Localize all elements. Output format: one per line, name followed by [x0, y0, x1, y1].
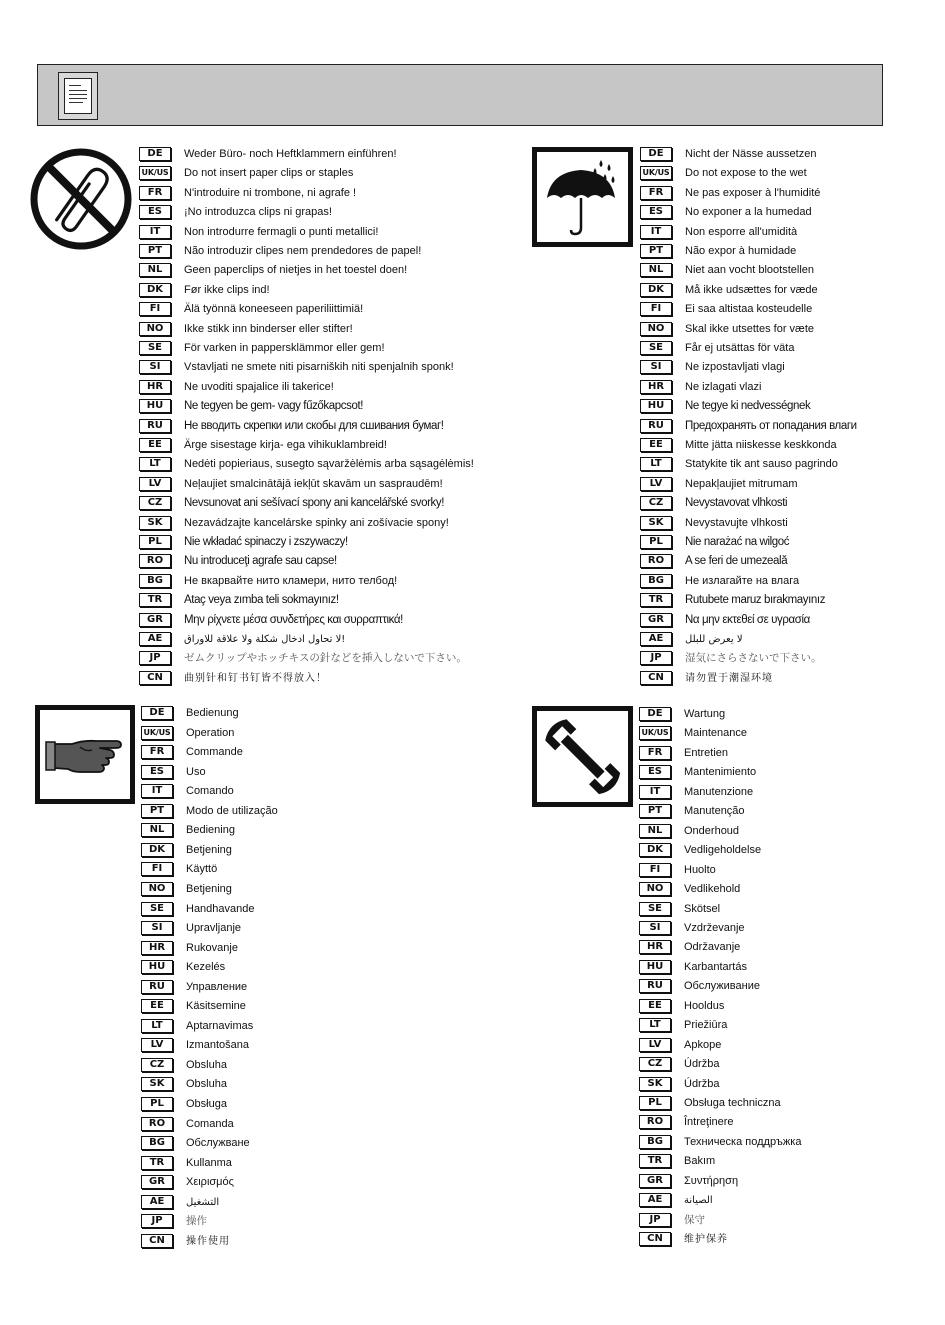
- translated-text: Huolto: [684, 864, 716, 876]
- language-code-badge: DK: [139, 283, 171, 297]
- language-code-badge: DK: [639, 843, 671, 857]
- language-code-badge: EE: [141, 999, 173, 1013]
- translated-text: Før ikke clips ind!: [184, 284, 270, 296]
- translated-text: 请勿置于潮湿环境: [685, 673, 773, 684]
- language-code-badge: EE: [639, 999, 671, 1013]
- translated-text: Обслужване: [186, 1137, 250, 1149]
- translated-text: Управление: [186, 981, 248, 993]
- language-code-badge: PL: [139, 535, 171, 549]
- translated-text: Commande: [186, 746, 243, 758]
- language-code-badge: HU: [141, 960, 173, 974]
- language-code-badge: RO: [639, 1115, 671, 1129]
- language-code-badge: DE: [139, 147, 171, 161]
- translated-text: Comando: [186, 785, 234, 797]
- translated-text: Nezavádzajte kancelárske spinky ani zošívacie spony!: [184, 517, 449, 529]
- translated-text: Mitte jätta niiskesse keskkonda: [685, 439, 837, 451]
- language-code-badge: ES: [141, 765, 173, 779]
- language-code-badge: HR: [139, 380, 171, 394]
- translated-text: Non esporre all'umidità: [685, 226, 798, 238]
- language-code-badge: NL: [639, 824, 671, 838]
- language-code-badge: PT: [640, 244, 672, 258]
- translated-text: Käsitsemine: [186, 1000, 246, 1012]
- language-code-badge: HU: [139, 399, 171, 413]
- translated-text: التشغيل: [186, 1197, 220, 1208]
- language-code-badge: FR: [141, 745, 173, 759]
- language-code-badge: NL: [141, 823, 173, 837]
- language-code-badge: LT: [141, 1019, 173, 1033]
- translated-text: Χειρισμός: [186, 1176, 234, 1188]
- translated-text: الصيانة: [684, 1195, 713, 1206]
- language-code-badge: DE: [141, 706, 173, 720]
- translated-text: Rukovanje: [186, 942, 238, 954]
- language-code-badge: NO: [639, 882, 671, 896]
- translated-text: Vedligeholdelse: [684, 844, 762, 856]
- translated-text: Не вкарвайте нито кламери, нито телбод!: [184, 575, 398, 587]
- language-code-badge: IT: [139, 225, 171, 239]
- language-code-badge: CZ: [639, 1057, 671, 1071]
- translated-text: Manutenzione: [684, 786, 754, 798]
- language-code-badge: DE: [639, 707, 671, 721]
- translated-text: Ataç veya zımba teli sokmayınız!: [184, 594, 339, 606]
- language-code-badge: FI: [139, 302, 171, 316]
- language-code-badge: ES: [139, 205, 171, 219]
- translated-text: Nie narażać na wilgoć: [685, 536, 790, 548]
- hand-icon: [35, 705, 135, 804]
- translated-text: لا تحاول ادخال شكلة ولا علاقة للاوراق!: [184, 634, 346, 645]
- language-code-badge: FR: [640, 186, 672, 200]
- language-code-badge: UK/US: [139, 166, 171, 180]
- translated-text: Comanda: [186, 1118, 234, 1130]
- translated-text: Vzdrževanje: [684, 922, 745, 934]
- language-code-badge: IT: [640, 225, 672, 239]
- translated-text: Nevystavovat vlhkosti: [685, 497, 788, 509]
- language-code-badge: LT: [639, 1018, 671, 1032]
- translated-text: Kullanma: [186, 1157, 232, 1169]
- language-code-badge: LV: [640, 477, 672, 491]
- section-header-bar: [37, 64, 883, 126]
- language-code-badge: CN: [141, 1234, 173, 1248]
- language-code-badge: CN: [640, 671, 672, 685]
- language-code-badge: HR: [639, 940, 671, 954]
- translated-text: Να μην εκτεθεί σε υγρασία: [685, 614, 810, 626]
- language-code-badge: DE: [640, 147, 672, 161]
- language-code-badge: NO: [139, 322, 171, 336]
- translated-text: Obsluha: [186, 1059, 227, 1071]
- language-code-badge: RO: [141, 1117, 173, 1131]
- language-code-badge: SI: [640, 360, 672, 374]
- language-code-badge: SE: [141, 902, 173, 916]
- translated-text: Nevsunovat ani sešívací spony ani kancelářské svorky!: [184, 497, 445, 509]
- translated-text: Nedėti popieriaus, susegto sąvaržėlėmis arba sąsagėlėmis!: [184, 458, 474, 470]
- translated-text: Manutenção: [684, 805, 745, 817]
- translated-text: Údržba: [684, 1078, 720, 1090]
- translated-text: Uso: [186, 766, 206, 778]
- translated-text: Aptarnavimas: [186, 1020, 254, 1032]
- language-code-badge: FI: [141, 862, 173, 876]
- translated-text: Nie wkładać spinaczy i zszywaczy!: [184, 536, 348, 548]
- translated-text: Mantenimiento: [684, 766, 757, 778]
- translated-text: N'introduire ni trombone, ni agrafe !: [184, 187, 357, 199]
- language-code-badge: UK/US: [640, 166, 672, 180]
- translated-text: A se feri de umezeală: [685, 555, 788, 567]
- language-code-badge: GR: [139, 613, 171, 627]
- translated-text: Bediening: [186, 824, 235, 836]
- language-code-badge: SK: [139, 516, 171, 530]
- translated-text: 湿気にさらさないで下さい。: [685, 652, 822, 664]
- language-code-badge: RO: [139, 554, 171, 568]
- translated-text: Συντήρηση: [684, 1175, 739, 1187]
- translated-text: Obsługa: [186, 1098, 227, 1110]
- translated-text: ゼムクリップやホッチキスの針などを挿入しないで下さい。: [184, 652, 467, 664]
- language-code-badge: AE: [139, 632, 171, 646]
- translated-text: Предохранять от попадания влаги: [685, 420, 857, 432]
- language-code-badge: BG: [139, 574, 171, 588]
- language-code-badge: TR: [640, 593, 672, 607]
- language-code-badge: JP: [639, 1213, 671, 1227]
- language-code-badge: EE: [139, 438, 171, 452]
- language-code-badge: CN: [639, 1232, 671, 1246]
- translated-text: Do not expose to the wet: [685, 167, 807, 179]
- language-code-badge: HR: [141, 941, 173, 955]
- translated-text: Vedlikehold: [684, 883, 741, 895]
- language-code-badge: FI: [639, 863, 671, 877]
- translated-text: Nu introduceţi agrafe sau capse!: [184, 555, 337, 567]
- translated-text: Ne tegyen be gem- vagy fűzőkapcsot!: [184, 400, 364, 412]
- translated-text: Obsluha: [186, 1078, 227, 1090]
- language-code-badge: PL: [639, 1096, 671, 1110]
- language-code-badge: UK/US: [639, 726, 671, 740]
- language-code-badge: SK: [639, 1077, 671, 1091]
- translated-text: Wartung: [684, 708, 726, 720]
- language-code-badge: AE: [141, 1195, 173, 1209]
- translated-text: Betjening: [186, 883, 232, 895]
- language-code-badge: UK/US: [141, 726, 173, 740]
- translated-text: Modo de utilização: [186, 805, 278, 817]
- language-code-badge: TR: [139, 593, 171, 607]
- translated-text: Betjening: [186, 844, 232, 856]
- translated-text: Vstavljati ne smete niti pisarniških niti spenjalnih sponk!: [184, 361, 454, 373]
- language-code-badge: GR: [639, 1174, 671, 1188]
- translated-text: Održavanje: [684, 941, 741, 953]
- translated-text: Ne izpostavljati vlagi: [685, 361, 785, 373]
- translated-text: Ärge sisestage kirja- ega vihikuklambreid!: [184, 439, 387, 451]
- language-code-badge: PL: [141, 1097, 173, 1111]
- language-code-badge: SK: [141, 1077, 173, 1091]
- language-code-badge: ES: [640, 205, 672, 219]
- translated-text: Nepakļaujiet mitrumam: [685, 478, 798, 490]
- language-code-badge: SK: [640, 516, 672, 530]
- translated-text: Entretien: [684, 747, 729, 759]
- language-code-badge: DK: [141, 843, 173, 857]
- translated-text: Izmantošana: [186, 1039, 249, 1051]
- translated-text: Bakım: [684, 1155, 716, 1167]
- language-code-badge: SE: [639, 902, 671, 916]
- translated-text: No exponer a la humedad: [685, 206, 812, 218]
- translated-text: Operation: [186, 727, 235, 739]
- language-code-badge: BG: [640, 574, 672, 588]
- language-code-badge: LV: [139, 477, 171, 491]
- translated-text: Statykite tik ant sauso pagrindo: [685, 458, 838, 470]
- language-code-badge: ES: [639, 765, 671, 779]
- language-code-badge: JP: [139, 651, 171, 665]
- translated-text: 操作使用: [186, 1236, 230, 1247]
- translated-text: Nicht der Nässe aussetzen: [685, 148, 817, 160]
- language-code-badge: BG: [639, 1135, 671, 1149]
- language-code-badge: FI: [640, 302, 672, 316]
- translated-text: Rutubete maruz bırakmayınız: [685, 594, 826, 606]
- translated-text: Handhavande: [186, 903, 255, 915]
- language-code-badge: DK: [640, 283, 672, 297]
- language-code-badge: RU: [139, 419, 171, 433]
- translated-text: Kezelés: [186, 961, 226, 973]
- translated-text: Обслуживание: [684, 980, 760, 992]
- language-code-badge: RO: [640, 554, 672, 568]
- translated-text: Neļaujiet smalcinātājā iekļūt skavām un saspraudēm!: [184, 478, 443, 490]
- language-code-badge: BG: [141, 1136, 173, 1150]
- translated-text: Не излагайте на влага: [685, 575, 800, 587]
- language-code-badge: NL: [640, 263, 672, 277]
- translated-text: Hooldus: [684, 1000, 725, 1012]
- translated-text: Ne pas exposer à l'humidité: [685, 187, 821, 199]
- translated-text: Weder Büro- noch Heftklammern einführen!: [184, 148, 397, 160]
- translated-text: Техническа поддръжка: [684, 1136, 802, 1148]
- translated-text: 保守: [684, 1214, 705, 1226]
- translated-text: Ne tegye ki nedvességnek: [685, 400, 811, 412]
- language-code-badge: LT: [640, 457, 672, 471]
- language-code-badge: EE: [640, 438, 672, 452]
- language-code-badge: HU: [640, 399, 672, 413]
- translated-text: Do not insert paper clips or staples: [184, 167, 354, 179]
- translated-text: Geen paperclips of nietjes in het toestel doen!: [184, 264, 408, 276]
- translated-text: Ne uvoditi spajalice ili takerice!: [184, 381, 334, 393]
- language-code-badge: SI: [639, 921, 671, 935]
- translated-text: ¡No introduzca clips ni grapas!: [184, 206, 332, 218]
- language-code-badge: NO: [141, 882, 173, 896]
- translated-text: Nevystavujte vlhkosti: [685, 517, 788, 529]
- document-icon: [58, 72, 98, 120]
- language-code-badge: PT: [141, 804, 173, 818]
- translated-text: För varken in pappersklämmor eller gem!: [184, 342, 385, 354]
- translated-text: Bedienung: [186, 707, 239, 719]
- translated-text: 曲别针和钉书钉皆不得放入！: [184, 673, 327, 684]
- language-code-badge: PT: [639, 804, 671, 818]
- no-paperclip-icon: [28, 146, 134, 252]
- language-code-badge: RU: [141, 980, 173, 994]
- translated-text: Må ikke udsættes for væde: [685, 284, 818, 296]
- translated-text: Non introdurre fermagli o punti metallici!: [184, 226, 379, 238]
- language-code-badge: NO: [640, 322, 672, 336]
- translated-text: Skal ikke utsettes for væte: [685, 323, 814, 335]
- wrench-icon: [532, 706, 633, 807]
- language-code-badge: FR: [639, 746, 671, 760]
- language-code-badge: CZ: [640, 496, 672, 510]
- language-code-badge: HR: [640, 380, 672, 394]
- translated-text: لا يعرض للبلل: [685, 634, 743, 645]
- translated-text: Не вводить скрепки или скобы для сшивания бумаг!: [184, 420, 444, 432]
- language-code-badge: IT: [141, 784, 173, 798]
- translated-text: Maintenance: [684, 727, 747, 739]
- translated-text: Μην ρίχνετε μέσα συνδετήρες και συρραπτικά!: [184, 614, 403, 626]
- translated-text: Întreţinere: [684, 1116, 734, 1128]
- language-code-badge: LV: [639, 1038, 671, 1052]
- translated-text: Skötsel: [684, 903, 721, 915]
- language-code-badge: SI: [141, 921, 173, 935]
- language-code-badge: RU: [639, 979, 671, 993]
- language-code-badge: TR: [141, 1156, 173, 1170]
- translated-text: Käyttö: [186, 863, 218, 875]
- language-code-badge: TR: [639, 1154, 671, 1168]
- language-code-badge: LV: [141, 1038, 173, 1052]
- translated-text: Priežiūra: [684, 1019, 728, 1031]
- translated-text: Karbantartás: [684, 961, 747, 973]
- translated-text: Älä työnnä koneeseen paperiliittimiä!: [184, 303, 364, 315]
- language-code-badge: RU: [640, 419, 672, 433]
- language-code-badge: AE: [640, 632, 672, 646]
- translated-text: Údržba: [684, 1058, 720, 1070]
- language-code-badge: FR: [139, 186, 171, 200]
- translated-text: Não introduzir clipes nem prendedores de papel!: [184, 245, 422, 257]
- language-code-badge: SE: [139, 341, 171, 355]
- translated-text: Får ej utsättas för väta: [685, 342, 795, 354]
- language-code-badge: SE: [640, 341, 672, 355]
- language-code-badge: HU: [639, 960, 671, 974]
- translated-text: Onderhoud: [684, 825, 740, 837]
- language-code-badge: NL: [139, 263, 171, 277]
- translated-text: 操作: [186, 1215, 207, 1227]
- translated-text: Ne izlagati vlazi: [685, 381, 762, 393]
- translated-text: Ei saa altistaa kosteudelle: [685, 303, 813, 315]
- translated-text: Não expor à humidade: [685, 245, 797, 257]
- umbrella-rain-icon: [532, 147, 633, 247]
- language-code-badge: LT: [139, 457, 171, 471]
- translated-text: Niet aan vocht blootstellen: [685, 264, 815, 276]
- language-code-badge: JP: [640, 651, 672, 665]
- translated-text: Ikke stikk inn binderser eller stifter!: [184, 323, 353, 335]
- language-code-badge: PT: [139, 244, 171, 258]
- translated-text: Obsługa techniczna: [684, 1097, 781, 1109]
- language-code-badge: GR: [141, 1175, 173, 1189]
- translated-text: 维护保养: [684, 1234, 728, 1245]
- language-code-badge: CZ: [141, 1058, 173, 1072]
- language-code-badge: JP: [141, 1214, 173, 1228]
- language-code-badge: AE: [639, 1193, 671, 1207]
- translated-text: Upravljanje: [186, 922, 242, 934]
- language-code-badge: CZ: [139, 496, 171, 510]
- language-code-badge: CN: [139, 671, 171, 685]
- translated-text: Apkope: [684, 1039, 722, 1051]
- language-code-badge: PL: [640, 535, 672, 549]
- language-code-badge: GR: [640, 613, 672, 627]
- language-code-badge: IT: [639, 785, 671, 799]
- language-code-badge: SI: [139, 360, 171, 374]
